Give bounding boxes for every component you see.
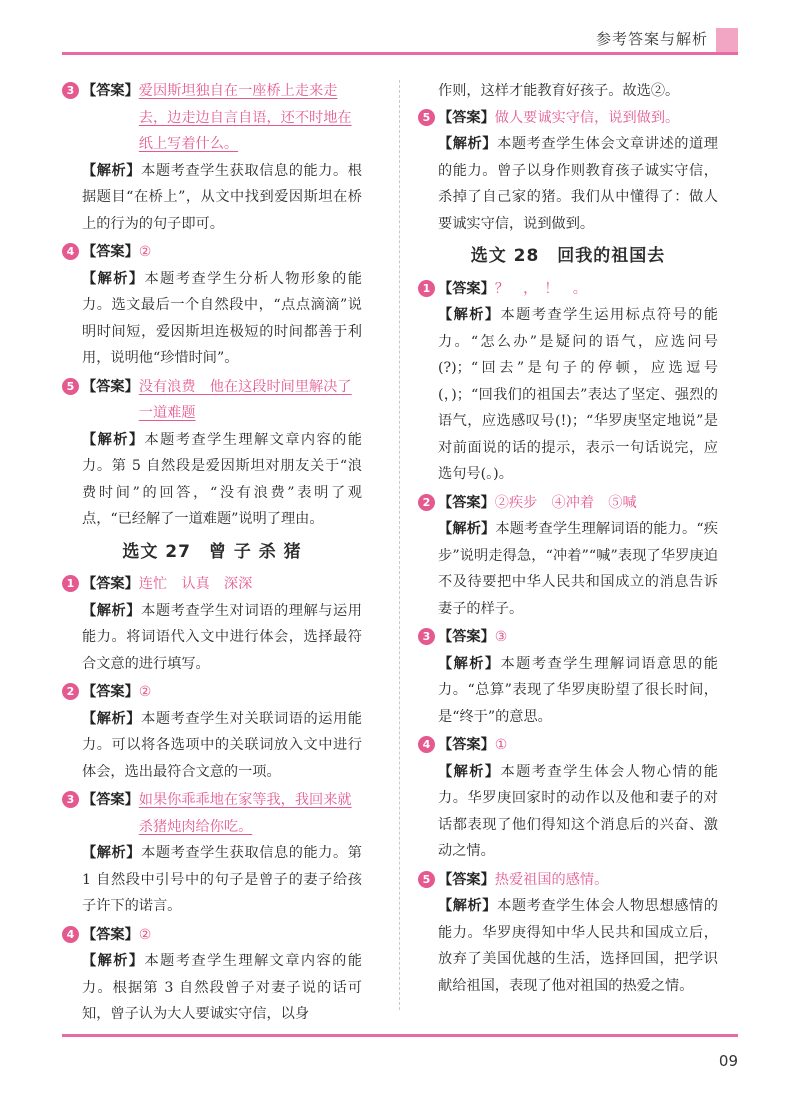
analysis-text: 本题考查学生理解词语的能力。“疾步”说明走得急，“冲着”“喊”表现了华罗庚迫不及待要把中华人民共和国成立的消息告诉妻子的样子。 [438, 521, 718, 617]
answer-item [418, 624, 718, 730]
answer-text: ② [138, 684, 152, 700]
question-number-badge: 3 [62, 791, 79, 808]
question-number-badge: 4 [418, 736, 435, 753]
question-number-badge: 5 [418, 109, 435, 126]
analysis-text: 本题考查学生理解文章内容的能力。第 5 自然段是爱因斯坦对朋友关于“浪费时间”的回答，“没有浪费”表明了观点，“已经解了一道难题”说明了理由。 [82, 431, 362, 527]
section-title: 选文 27 曾 子 杀 猪 [122, 541, 302, 562]
answer-item [418, 105, 718, 238]
answer-label: 【答案】 [438, 871, 495, 888]
answer-text: 如果你乖乖地在家等我，我回来就杀猪炖肉给你吃。 [138, 792, 352, 835]
analysis-text: 本题考查学生体会人物心情的能力。华罗庚回家时的动作以及他和妻子的对话都表现了他们得知这个消息后的兴奋、激动之情。 [438, 763, 718, 859]
analysis-label: 【解析】 [82, 845, 142, 861]
answer-label: 【答案】 [82, 684, 139, 700]
answer-item [62, 922, 362, 1028]
analysis-text: 本题考查学生分析人物形象的能力。选文最后一个自然段中，“点点滴滴”说明时间短，爱因斯坦连极短的时间都善于利用，说明他“珍惜时间”。 [82, 270, 362, 366]
analysis-label: 【解析】 [438, 763, 501, 780]
question-number-badge: 5 [418, 871, 435, 888]
analysis-label: 【解析】 [438, 136, 498, 152]
analysis-block [418, 651, 718, 731]
answer-item [62, 374, 362, 533]
answer-text: 连忙 认真 深深 [138, 576, 253, 592]
left-column [62, 78, 362, 1030]
answer-text: ③ [494, 629, 508, 645]
analysis-text: 本题考查学生理解文章内容的能力。根据第 3 自然段曾子对妻子说的话可知，曾子认为大人要诚实守信，以身 [82, 953, 362, 1022]
analysis-block [62, 706, 362, 786]
answer-item [418, 867, 718, 1000]
answer-label: 【答案】 [82, 244, 139, 260]
answer-item [62, 679, 362, 785]
column-divider [399, 80, 400, 1010]
answer-item [418, 732, 718, 865]
analysis-text: 本题考查学生体会人物思想感情的能力。华罗庚得知中华人民共和国成立后，放弃了美国优越的生活，选择回国，把学识献给祖国，表现了他对祖国的热爱之情。 [438, 898, 718, 994]
analysis-label: 【解析】 [82, 710, 142, 727]
answer-text: ① [494, 737, 508, 753]
analysis-label: 【解析】 [82, 431, 145, 448]
continued-text: 作则，这样才能教育好孩子。故选②。 [438, 83, 680, 99]
analysis-block [62, 840, 362, 920]
answer-label: 【答案】 [438, 629, 495, 645]
answer-item [418, 276, 718, 488]
answer-text: 热爱祖国的感情。 [494, 871, 609, 888]
question-number-badge: 2 [418, 494, 435, 511]
analysis-label: 【解析】 [438, 898, 498, 914]
analysis-text: 本题考查学生理解词语意思的能力。“总算”表现了华罗庚盼望了很长时间，是“终于”的意思。 [438, 655, 718, 725]
answer-label: 【答案】 [82, 576, 139, 592]
answer-text: ②疾步 ④冲着 ⑤喊 [494, 494, 637, 511]
analysis-label: 【解析】 [438, 655, 501, 672]
question-number-badge: 4 [62, 926, 79, 943]
question-number-badge: 2 [62, 683, 79, 700]
question-number-badge: 5 [62, 378, 79, 395]
answer-text: ？ ， ！ 。 [494, 280, 587, 297]
question-number-badge: 1 [418, 280, 435, 297]
answer-label: 【答案】 [82, 792, 139, 808]
answer-label: 【答案】 [82, 378, 139, 395]
analysis-block [62, 158, 362, 238]
answer-item [62, 78, 362, 237]
answer-label: 【答案】 [438, 280, 495, 297]
question-number-badge: 4 [62, 243, 79, 260]
analysis-block [418, 893, 718, 999]
header-accent-block [716, 28, 738, 52]
answer-item [418, 490, 718, 623]
analysis-block [62, 427, 362, 533]
question-number-badge: 3 [62, 82, 79, 99]
answer-text: 爱因斯坦独自在一座桥上走来走去，边走边自言自语，还不时地在纸上写着什么。 [138, 83, 352, 152]
answer-label: 【答案】 [438, 109, 495, 126]
analysis-label: 【解析】 [438, 307, 501, 323]
analysis-text: 本题考查学生获取信息的能力。根据题目“在桥上”，从文中找到爱因斯坦在桥上的行为的句子即可。 [82, 162, 362, 232]
answer-item [62, 239, 362, 372]
page-number: 09 [718, 1052, 738, 1070]
analysis-block [62, 598, 362, 678]
footer-rule [62, 1034, 738, 1037]
analysis-text: 本题考查学生运用标点符号的能力。“怎么办”是疑问的语气，应选问号(?)；“回去”是句子的停顿，应选逗号(，)；“回我们的祖国去”表达了坚定、强烈的语气，应选感叹号(!)；“华罗庚坚定地说”是对前面说的话的提示，表示一句话说完，应选句号(。)。 [438, 307, 718, 482]
answer-item [62, 571, 362, 677]
analysis-block [418, 131, 718, 237]
header-rule [62, 52, 738, 55]
answer-label: 【答案】 [82, 83, 139, 99]
analysis-block [62, 948, 362, 1028]
answer-text: 没有浪费 他在这段时间里解决了一道难题 [138, 378, 352, 421]
analysis-text: 本题考查学生体会文章讲述的道理的能力。曾子以身作则教育孩子诚实守信，杀掉了自己家的猪。我们从中懂得了：做人要诚实守信，说到做到。 [438, 136, 718, 232]
answer-label: 【答案】 [82, 926, 139, 943]
answer-label: 【答案】 [438, 737, 495, 753]
answer-label: 【答案】 [438, 494, 495, 511]
answer-item [62, 787, 362, 920]
question-number-badge: 1 [62, 575, 79, 592]
page-header-title: 参考答案与解析 [595, 30, 708, 48]
answer-text: ② [138, 244, 152, 260]
analysis-block [62, 266, 362, 372]
analysis-block [418, 516, 718, 622]
analysis-block [418, 302, 718, 488]
analysis-block [418, 759, 718, 865]
right-column [418, 78, 718, 1001]
question-number-badge: 3 [418, 628, 435, 645]
analysis-label: 【解析】 [438, 521, 496, 537]
analysis-label: 【解析】 [82, 270, 145, 287]
analysis-label: 【解析】 [82, 162, 142, 179]
analysis-label: 【解析】 [82, 953, 145, 969]
analysis-text: 本题考查学生对关联词语的运用能力。可以将各选项中的关联词放入文中进行体会，选出最符合文意的一项。 [82, 710, 362, 780]
section-title: 选文 28 回我的祖国去 [470, 246, 666, 266]
analysis-text: 本题考查学生对词语的理解与运用能力。将词语代入文中进行体会，选择最符合文意的进行填写。 [82, 602, 362, 672]
analysis-text: 本题考查学生获取信息的能力。第 1 自然段中引号中的句子是曾子的妻子给孩子许下的诺言。 [82, 845, 362, 914]
analysis-label: 【解析】 [82, 602, 142, 619]
answer-text: 做人要诚实守信，说到做到。 [494, 109, 680, 126]
answer-text: ② [138, 926, 152, 943]
